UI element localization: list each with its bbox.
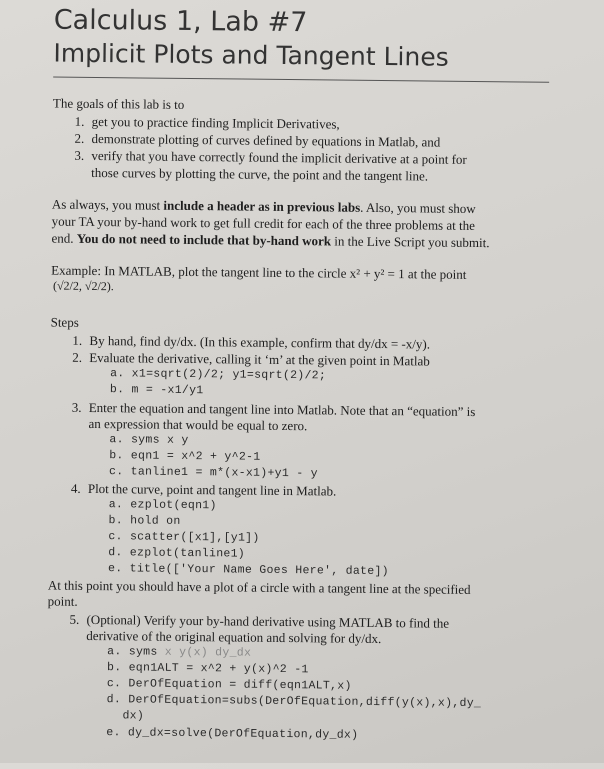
step-5b-code: b. eqn1ALT = x^2 + y(x)^2 -1 [106, 661, 309, 677]
step-5a-prefix: a. syms [107, 645, 165, 659]
instructions-l3-post: in the Live Script you submit. [330, 233, 490, 251]
step-5d-code-line2: dx) [122, 709, 145, 723]
goal-3-text-line1: verify that you have correctly found the implicit derivative at a point for [91, 147, 467, 167]
instructions-l1-pre: As always, you must [51, 196, 164, 213]
step-5-text-line2: derivative of the original equation and solving for dy/dx. [86, 627, 382, 647]
instructions-l1-post: . Also, you must show [360, 199, 476, 216]
goal-1-number: 1. [74, 113, 85, 129]
step-3b-code: b. eqn1 = x^2 + y^2-1 [109, 449, 261, 464]
title-line-2: Implicit Plots and Tangent Lines [53, 38, 449, 72]
step-3-text-line2: an expression that would be equal to zero. [88, 415, 308, 434]
step-2-text: Evaluate the derivative, calling it ‘m’ at the given point in Matlab [89, 349, 430, 369]
goals-intro: The goals of this lab is to [52, 95, 185, 112]
step-4c-code: c. scatter([x1],[y1]) [108, 530, 260, 545]
step-4a-code: a. ezplot(eqn1) [108, 498, 217, 513]
step-4d-code: d. ezplot(tanline1) [108, 546, 246, 561]
instructions-line2: your TA your by-hand work to get full credit for each of the three problems at the [51, 213, 476, 233]
step-4e-code: e. title(['Your Name Goes Here', date]) [107, 562, 389, 579]
after-step-4-line2: point. [47, 593, 78, 609]
step-4b-code: b. hold on [108, 514, 181, 528]
title-divider [53, 77, 549, 83]
goal-3-number: 3. [74, 147, 85, 163]
steps-heading: Steps [50, 314, 79, 330]
step-5-text-line1: (Optional) Verify your by-hand derivative using MATLAB to find the [86, 611, 450, 631]
step-4-text: Plot the curve, point and tangent line in Matlab. [87, 480, 337, 499]
instructions-l3-pre: end. [51, 230, 77, 246]
step-3c-code: c. tanline1 = m*(x-x1)+y1 - y [108, 465, 318, 481]
step-1-number: 1. [72, 332, 83, 348]
step-4-number: 4. [70, 480, 81, 496]
goal-1-text: get you to practice finding Implicit Derivatives, [91, 113, 340, 132]
goal-2-number: 2. [74, 130, 85, 146]
step-5-number: 5. [69, 611, 80, 627]
step-1-text: By hand, find dy/dx. (In this example, confirm that dy/dx = -x/y). [89, 332, 431, 352]
goal-2-text: demonstrate plotting of curves defined by equations in Matlab, and [91, 130, 441, 150]
step-2a-code: a. x1=sqrt(2)/2; y1=sqrt(2)/2; [110, 367, 327, 383]
step-3a-code: a. syms x y [109, 433, 189, 447]
step-2-number: 2. [72, 349, 83, 365]
step-5e-code: e. dy_dx=solve(DerOfEquation,dy_dx) [106, 726, 359, 742]
example-point: (√2/2, √2/2). [52, 278, 114, 294]
goal-3-text-line2: those curves by plotting the curve, the point and the tangent line. [91, 164, 429, 184]
after-step-4-line1: At this point you should have a plot of a circle with a tangent line at the specified [47, 577, 471, 597]
step-5a-vars: x y(x) dy_dx [164, 645, 252, 660]
instructions-l1-bold: include a header as in previous labs [163, 197, 361, 215]
step-3-number: 3. [71, 399, 82, 415]
step-5d-code-line1: d. DerOfEquation=subs(DerOfEquation,diff(y(x),x),dy_ [106, 693, 482, 711]
example-text: Example: In MATLAB, plot the tangent line to the circle x² + y² = 1 at the point [51, 262, 467, 282]
step-2b-code: b. m = -x1/y1 [109, 383, 204, 398]
instructions-l3-bold: You do not need to include that by-hand work [76, 230, 332, 249]
title-line-1: Calculus 1, Lab #7 [53, 4, 308, 39]
step-5c-code: c. DerOfEquation = diff(eqn1ALT,x) [106, 677, 352, 693]
step-5a-code [107, 645, 251, 660]
step-3-text-line1: Enter the equation and tangent line into Matlab. Note that an “equation” is [88, 399, 476, 419]
instructions-line3 [51, 231, 489, 252]
